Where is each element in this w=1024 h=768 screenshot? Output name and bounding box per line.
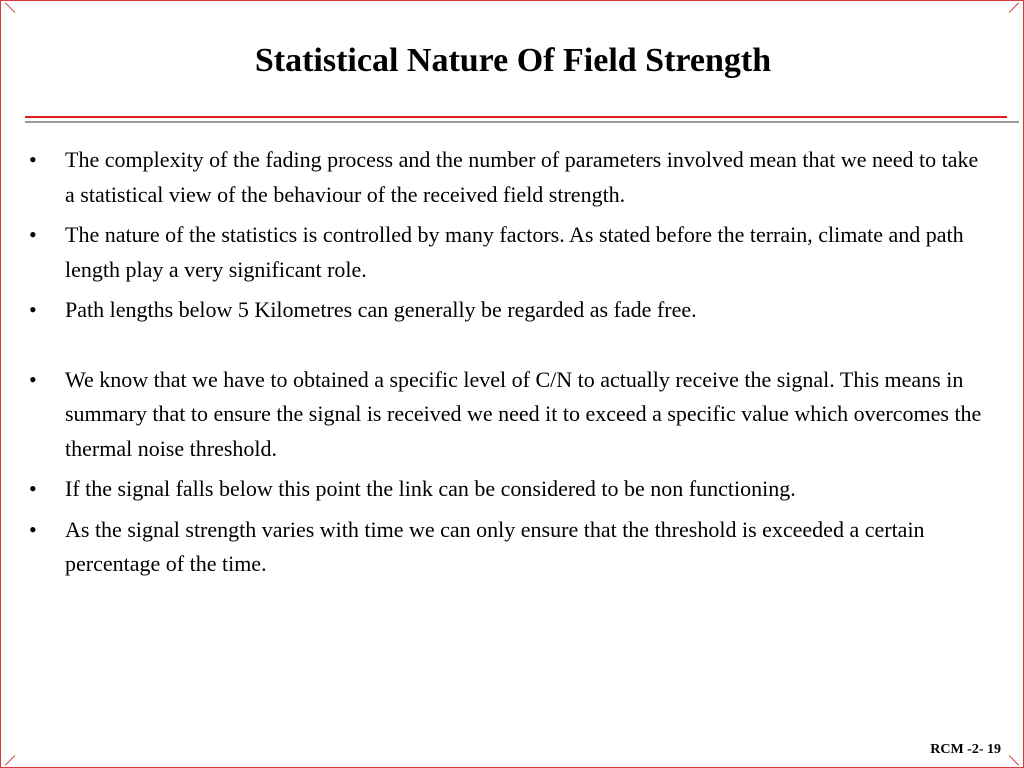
bullet-text: The complexity of the fading process and the number of parameters involved mean that we need to take a statistical view of the behaviour of the received field strength.: [65, 147, 979, 207]
bullet-marker: •: [29, 516, 37, 542]
corner-decoration: [1009, 755, 1020, 766]
slide-footer: RCM -2- 19: [930, 742, 1001, 757]
corner-decoration: [5, 755, 16, 766]
bullet-marker: •: [29, 366, 37, 392]
title-underline-red: [25, 116, 1007, 118]
bullet-text: The nature of the statistics is controlled by many factors. As stated before the terrain, climate and path length play a very significant role.: [65, 222, 964, 282]
bullet-item: [1, 472, 1024, 507]
bullet-text: As the signal strength varies with time we can only ensure that the threshold is exceeded a certain percentage of the time.: [65, 516, 925, 576]
bullet-text: If the signal falls below this point the link can be considered to be non functioning.: [65, 476, 796, 501]
slide-title: Statistical Nature Of Field Strength: [254, 42, 772, 79]
corner-decoration: [1009, 2, 1020, 13]
bullet-list: [1, 143, 1024, 588]
bullet-marker: •: [29, 297, 37, 322]
bullet-text: We know that we have to obtained a specific level of C/N to actually receive the signal. This means in summary that to ensure the signal is received we need it to exceed a specific value which overcomes the thermal noise threshold.: [65, 366, 982, 461]
bullet-item: [1, 363, 1024, 467]
bullet-item: [1, 143, 1024, 212]
bullet-item: [1, 293, 1024, 328]
bullet-marker: •: [29, 222, 37, 247]
bullet-marker: •: [29, 147, 37, 172]
bullet-item: [1, 513, 1024, 582]
title-underline-gray: [25, 121, 1019, 123]
corner-decoration: [5, 2, 16, 13]
bullet-marker: •: [29, 476, 37, 501]
bullet-text: Path lengths below 5 Kilometres can generally be regarded as fade free.: [65, 297, 697, 322]
bullet-item: [1, 218, 1024, 287]
